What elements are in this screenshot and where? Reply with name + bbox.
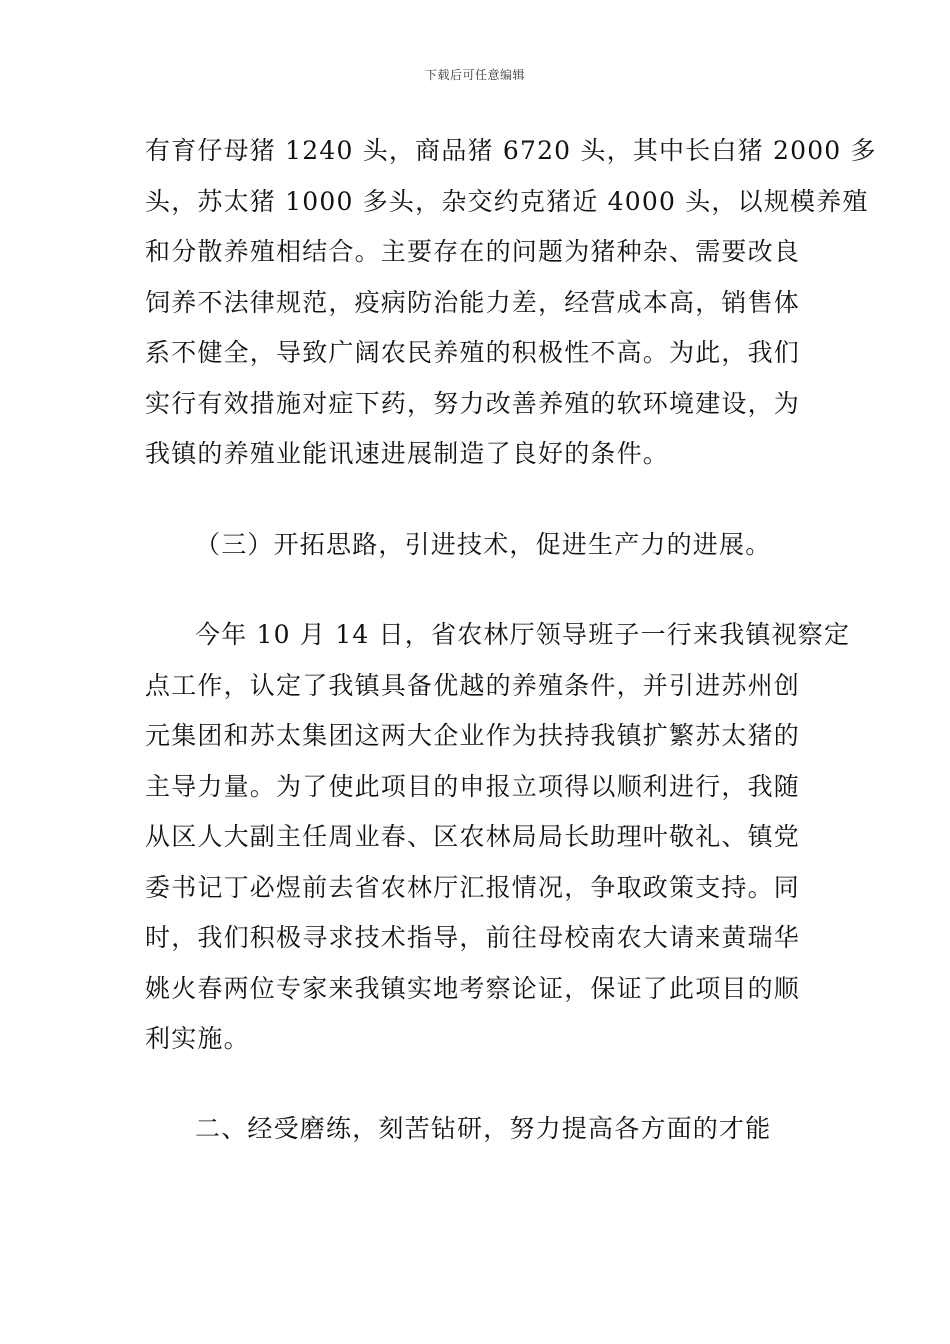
header-note: 下载后可任意编辑 bbox=[424, 68, 525, 82]
text-line: 姚火春两位专家来我镇实地考察论证，保证了此项目的顺 bbox=[145, 973, 801, 1003]
section-heading-two bbox=[145, 1104, 809, 1155]
text-line: 点工作，认定了我镇具备优越的养殖条件，并引进苏州创 bbox=[145, 670, 801, 700]
paragraph-pig-breeding bbox=[145, 126, 877, 480]
text-line: 系不健全，导致广阔农民养殖的积极性不高。为此，我们 bbox=[145, 338, 801, 367]
text-line: 今年 10 月 14 日，省农林厅领导班子一行来我镇视察定 bbox=[195, 620, 851, 649]
heading-line: （三）开拓思路，引进技术，促进生产力的进展。 bbox=[195, 529, 772, 559]
paragraph-inspection bbox=[145, 610, 851, 1065]
text-line: 主导力量。为了使此项目的申报立项得以顺利进行，我随 bbox=[145, 771, 801, 801]
section-heading-three bbox=[145, 520, 809, 571]
text-line: 我镇的养殖业能讯速进展制造了良好的条件。 bbox=[145, 439, 670, 468]
paragraph-gap bbox=[145, 480, 809, 520]
text-line: 从区人大副主任周业春、区农林局局长助理叶敬礼、镇党 bbox=[145, 822, 801, 851]
paragraph-gap bbox=[145, 1065, 809, 1104]
text-line: 委书记丁必煜前去省农林厅汇报情况，争取政策支持。同 bbox=[145, 872, 801, 902]
text-line: 头，苏太猪 1000 多头，杂交约克猪近 4000 头，以规模养殖 bbox=[145, 186, 869, 216]
document-body bbox=[145, 126, 877, 1154]
text-line: 实行有效措施对症下药，努力改善养殖的软环境建设，为 bbox=[145, 388, 801, 418]
text-line: 饲养不法律规范，疫病防治能力差，经营成本高，销售体 bbox=[145, 287, 801, 317]
text-line: 时，我们积极寻求技术指导，前往母校南农大请来黄瑞华 bbox=[145, 923, 801, 952]
text-line: 利实施。 bbox=[145, 1024, 250, 1053]
paragraph-gap bbox=[145, 570, 809, 610]
text-line: 有育仔母猪 1240 头，商品猪 6720 头，其中长白猪 2000 多 bbox=[145, 136, 877, 165]
heading-line: 二、经受磨练，刻苦钻研，努力提高各方面的才能 bbox=[195, 1113, 772, 1143]
text-line: 元集团和苏太集团这两大企业作为扶持我镇扩繁苏太猪的 bbox=[145, 721, 801, 750]
text-line: 和分散养殖相结合。主要存在的问题为猪种杂、需要改良 bbox=[145, 237, 801, 266]
